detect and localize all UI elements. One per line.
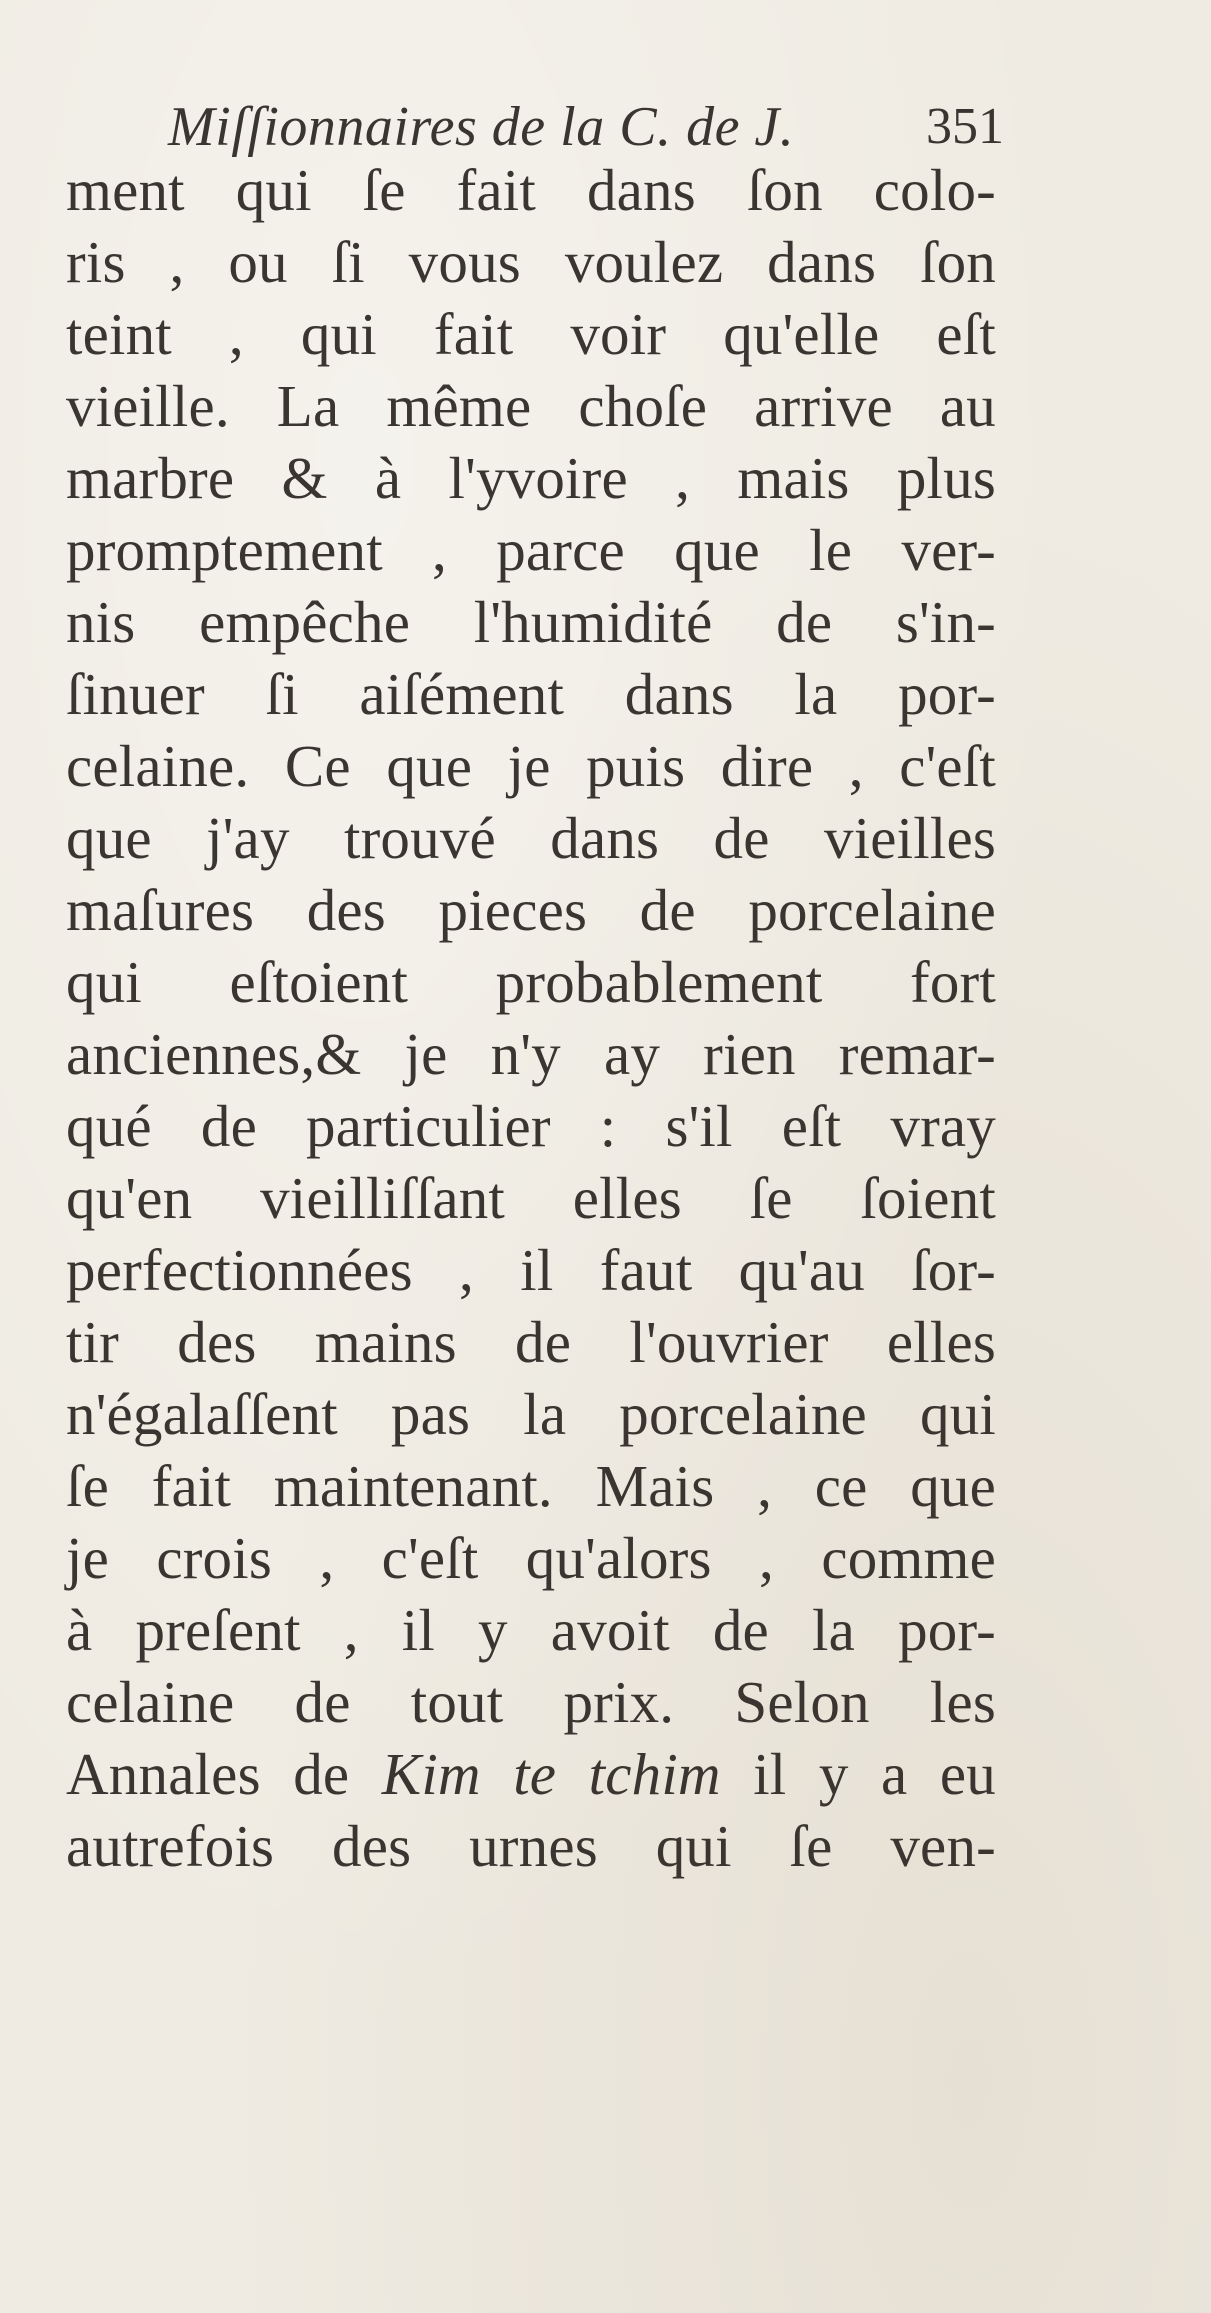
- text-line: marbre & à l'yvoire , mais plus: [66, 445, 996, 511]
- text-line: qui eſtoient probablement fort: [66, 949, 996, 1015]
- text-line: qu'en vieilliſſant elles ſe ſoient: [66, 1165, 996, 1231]
- italic-title: Kim te tchim: [381, 1741, 721, 1807]
- page-number: 351: [926, 98, 1004, 155]
- text-line: nis empêche l'humidité de s'in-: [66, 589, 996, 655]
- text-line-with-italic: [66, 1738, 996, 1810]
- running-title: Miſſionnaires de la C. de J.: [168, 96, 795, 158]
- text-line: anciennes,& je n'y ay rien remar-: [66, 1021, 996, 1087]
- text-line: promptement , parce que le ver-: [66, 517, 996, 583]
- body-text: [66, 154, 996, 1954]
- text-line: autrefois des urnes qui ſe ven-: [66, 1813, 996, 1879]
- text-line: vieille. La même choſe arrive au: [66, 373, 996, 439]
- text-line: perfectionnées , il faut qu'au ſor-: [66, 1237, 996, 1303]
- text-line: tir des mains de l'ouvrier elles: [66, 1309, 996, 1375]
- text-line: ſe fait maintenant. Mais , ce que: [66, 1453, 996, 1519]
- text-line: qué de particulier : s'il eſt vray: [66, 1093, 996, 1159]
- text-line: teint , qui fait voir qu'elle eſt: [66, 301, 996, 367]
- text-line: celaine. Ce que je puis dire , c'eſt: [66, 733, 996, 799]
- text-line: n'égalaſſent pas la porcelaine qui: [66, 1381, 996, 1447]
- text-line: celaine de tout prix. Selon les: [66, 1669, 996, 1735]
- text-line: je crois , c'eſt qu'alors , comme: [66, 1525, 996, 1591]
- text-line: ris , ou ſi vous voulez dans ſon: [66, 229, 996, 295]
- text-line: ſinuer ſi aiſément dans la por-: [66, 661, 996, 727]
- running-head: [168, 92, 1008, 162]
- text-run: Annales de: [66, 1741, 382, 1807]
- text-line: maſures des pieces de porcelaine: [66, 877, 996, 943]
- text-line: à preſent , il y avoit de la por-: [66, 1597, 996, 1663]
- text-line: ment qui ſe fait dans ſon colo-: [66, 157, 996, 223]
- text-run: il y a eu: [720, 1741, 996, 1807]
- text-line: que j'ay trouvé dans de vieilles: [66, 805, 996, 871]
